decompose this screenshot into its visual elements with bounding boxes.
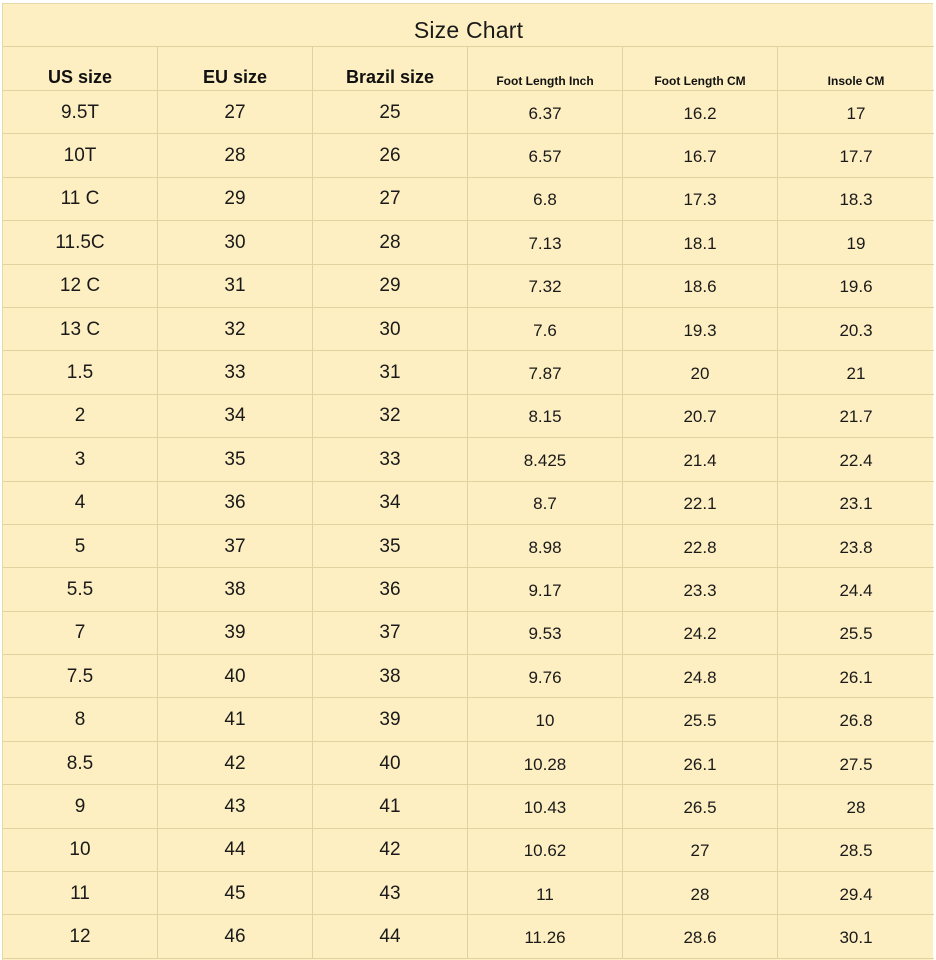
- cell-us-size[interactable]: 12: [3, 915, 158, 957]
- cell-foot-length-inch[interactable]: 7.13: [468, 221, 623, 263]
- table-row: [3, 785, 934, 828]
- cell-brazil-size[interactable]: 25: [313, 91, 468, 133]
- cell-foot-length-cm[interactable]: 25.5: [623, 698, 778, 740]
- table-row: [3, 568, 934, 611]
- cell-eu-size[interactable]: 39: [158, 612, 313, 654]
- table-row: [3, 742, 934, 785]
- cell-us-size[interactable]: 4: [3, 482, 158, 524]
- cell-foot-length-inch[interactable]: 9.17: [468, 568, 623, 610]
- cell-insole-cm[interactable]: 21.7: [839, 407, 873, 427]
- cell-eu-size[interactable]: 30: [158, 221, 313, 263]
- cell-foot-length-inch[interactable]: 6.57: [468, 134, 623, 176]
- cell-foot-length-inch[interactable]: 10.28: [468, 742, 623, 784]
- cell-foot-length-inch[interactable]: 6.8: [468, 178, 623, 220]
- cell-foot-length-cm[interactable]: 18.6: [623, 265, 778, 307]
- cell-foot-length-cm[interactable]: 16.7: [623, 134, 778, 176]
- cell-us-size[interactable]: 11.5C: [3, 221, 158, 263]
- cell-brazil-size[interactable]: 33: [313, 438, 468, 480]
- cell-foot-length-inch[interactable]: 8.425: [468, 438, 623, 480]
- cell-us-size[interactable]: 10T: [3, 134, 158, 176]
- header-eu-size[interactable]: EU size: [158, 47, 313, 90]
- cell-insole-cm[interactable]: 26.8: [839, 711, 873, 731]
- cell-eu-size[interactable]: 33: [158, 351, 313, 393]
- cell-brazil-size[interactable]: 38: [313, 655, 468, 697]
- cell-brazil-size[interactable]: 44: [313, 915, 468, 957]
- cell-foot-length-cm[interactable]: 26.1: [623, 742, 778, 784]
- cell-brazil-size[interactable]: 27: [313, 178, 468, 220]
- cell-foot-length-cm[interactable]: 28: [623, 872, 778, 914]
- cell-foot-length-cm[interactable]: 18.1: [623, 221, 778, 263]
- cell-us-size[interactable]: 10: [3, 829, 158, 871]
- table-row: [3, 134, 934, 177]
- cell-us-size[interactable]: 11: [3, 872, 158, 914]
- cell-foot-length-cm[interactable]: 17.3: [623, 178, 778, 220]
- header-row: [3, 47, 934, 91]
- cell-eu-size[interactable]: 28: [158, 134, 313, 176]
- cell-eu-size[interactable]: 35: [158, 438, 313, 480]
- table-row: [3, 221, 934, 264]
- cell-brazil-size[interactable]: 36: [313, 568, 468, 610]
- cell-brazil-size[interactable]: 39: [313, 698, 468, 740]
- cell-foot-length-inch[interactable]: 8.15: [468, 395, 623, 437]
- table-row: [3, 265, 934, 308]
- cell-foot-length-inch[interactable]: 7.32: [468, 265, 623, 307]
- cell-eu-size[interactable]: 40: [158, 655, 313, 697]
- cell-eu-size[interactable]: 34: [158, 395, 313, 437]
- cell-foot-length-inch[interactable]: 7.6: [468, 308, 623, 350]
- cell-brazil-size[interactable]: 26: [313, 134, 468, 176]
- table-row: [3, 915, 934, 958]
- cell-us-size[interactable]: 8.5: [3, 742, 158, 784]
- cell-foot-length-cm[interactable]: 22.1: [623, 482, 778, 524]
- cell-foot-length-inch[interactable]: 7.87: [468, 351, 623, 393]
- size-chart-sheet: [2, 3, 933, 960]
- cell-us-size[interactable]: 1.5: [3, 351, 158, 393]
- table-row: [3, 655, 934, 698]
- cell-insole-cm[interactable]: 18.3: [839, 190, 873, 210]
- cell-foot-length-cm[interactable]: 22.8: [623, 525, 778, 567]
- cell-insole-cm[interactable]: 23.1: [839, 494, 873, 514]
- cell-foot-length-cm[interactable]: 24.2: [623, 612, 778, 654]
- cell-foot-length-inch[interactable]: 9.53: [468, 612, 623, 654]
- cell-insole-cm[interactable]: 21: [846, 364, 866, 384]
- cell-us-size[interactable]: 2: [3, 395, 158, 437]
- cell-eu-size[interactable]: 29: [158, 178, 313, 220]
- cell-eu-size[interactable]: 42: [158, 742, 313, 784]
- cell-foot-length-inch[interactable]: 11.26: [468, 915, 623, 957]
- cell-brazil-size[interactable]: 43: [313, 872, 468, 914]
- cell-insole-cm[interactable]: 30.1: [839, 928, 873, 948]
- cell-foot-length-inch[interactable]: 10: [468, 698, 623, 740]
- cell-us-size[interactable]: 11 C: [3, 178, 158, 220]
- cell-eu-size[interactable]: 38: [158, 568, 313, 610]
- cell-insole-cm[interactable]: 19: [846, 233, 866, 253]
- cell-eu-size[interactable]: 46: [158, 915, 313, 957]
- cell-us-size[interactable]: 8: [3, 698, 158, 740]
- cell-insole-cm[interactable]: 17: [846, 103, 866, 123]
- cell-brazil-size[interactable]: 29: [313, 265, 468, 307]
- table-row: [3, 482, 934, 525]
- cell-insole-cm[interactable]: 28.5: [839, 841, 873, 861]
- cell-brazil-size[interactable]: 34: [313, 482, 468, 524]
- header-foot-length-inch[interactable]: Foot Length Inch: [468, 47, 623, 90]
- cell-foot-length-cm[interactable]: 27: [623, 829, 778, 871]
- cell-eu-size[interactable]: 43: [158, 785, 313, 827]
- cell-foot-length-inch[interactable]: 6.37: [468, 91, 623, 133]
- cell-foot-length-cm[interactable]: 21.4: [623, 438, 778, 480]
- cell-brazil-size[interactable]: 30: [313, 308, 468, 350]
- table-row: [3, 698, 934, 741]
- cell-brazil-size[interactable]: 31: [313, 351, 468, 393]
- table-row: [3, 829, 934, 872]
- cell-us-size[interactable]: 3: [3, 438, 158, 480]
- table-row: [3, 612, 934, 655]
- cell-brazil-size[interactable]: 35: [313, 525, 468, 567]
- header-insole-cm[interactable]: Insole CM: [827, 73, 885, 88]
- cell-foot-length-cm[interactable]: 23.3: [623, 568, 778, 610]
- cell-foot-length-cm[interactable]: 16.2: [623, 91, 778, 133]
- cell-foot-length-cm[interactable]: 19.3: [623, 308, 778, 350]
- cell-eu-size[interactable]: 32: [158, 308, 313, 350]
- cell-foot-length-inch[interactable]: 10.43: [468, 785, 623, 827]
- cell-eu-size[interactable]: 44: [158, 829, 313, 871]
- cell-foot-length-inch[interactable]: 8.7: [468, 482, 623, 524]
- cell-insole-cm[interactable]: 27.5: [839, 754, 873, 774]
- cell-foot-length-cm[interactable]: 26.5: [623, 785, 778, 827]
- cell-insole-cm[interactable]: 20.3: [839, 320, 873, 340]
- cell-us-size[interactable]: 5.5: [3, 568, 158, 610]
- cell-eu-size[interactable]: 36: [158, 482, 313, 524]
- cell-eu-size[interactable]: 31: [158, 265, 313, 307]
- cell-brazil-size[interactable]: 32: [313, 395, 468, 437]
- cell-us-size[interactable]: 7.5: [3, 655, 158, 697]
- cell-insole-cm[interactable]: 24.4: [839, 580, 873, 600]
- table-row: [3, 308, 934, 351]
- table-row: [3, 178, 934, 221]
- size-chart-title: Size Chart: [413, 16, 524, 43]
- table-row: [3, 351, 934, 394]
- cell-us-size[interactable]: 9.5T: [3, 91, 158, 133]
- cell-foot-length-cm[interactable]: 24.8: [623, 655, 778, 697]
- header-us-size[interactable]: US size: [3, 47, 158, 90]
- cell-brazil-size[interactable]: 42: [313, 829, 468, 871]
- size-table-body: [3, 91, 934, 959]
- table-row: [3, 525, 934, 568]
- cell-us-size[interactable]: 5: [3, 525, 158, 567]
- cell-us-size[interactable]: 9: [3, 785, 158, 827]
- cell-foot-length-cm[interactable]: 28.6: [623, 915, 778, 957]
- cell-brazil-size[interactable]: 41: [313, 785, 468, 827]
- cell-insole-cm[interactable]: 17.7: [839, 147, 873, 167]
- cell-us-size[interactable]: 12 C: [3, 265, 158, 307]
- cell-brazil-size[interactable]: 28: [313, 221, 468, 263]
- cell-foot-length-inch[interactable]: 8.98: [468, 525, 623, 567]
- table-row: [3, 872, 934, 915]
- cell-foot-length-cm[interactable]: 20: [623, 351, 778, 393]
- cell-eu-size[interactable]: 37: [158, 525, 313, 567]
- cell-us-size[interactable]: 13 C: [3, 308, 158, 350]
- cell-brazil-size[interactable]: 40: [313, 742, 468, 784]
- cell-eu-size[interactable]: 41: [158, 698, 313, 740]
- cell-insole-cm[interactable]: 23.8: [839, 537, 873, 557]
- cell-eu-size[interactable]: 45: [158, 872, 313, 914]
- cell-insole-cm[interactable]: 28: [846, 797, 866, 817]
- cell-brazil-size[interactable]: 37: [313, 612, 468, 654]
- table-row: [3, 395, 934, 438]
- cell-foot-length-inch[interactable]: 11: [468, 872, 623, 914]
- cell-foot-length-cm[interactable]: 20.7: [623, 395, 778, 437]
- cell-insole-cm[interactable]: 19.6: [839, 277, 873, 297]
- cell-insole-cm[interactable]: 29.4: [839, 884, 873, 904]
- cell-insole-cm[interactable]: 26.1: [839, 667, 873, 687]
- cell-foot-length-inch[interactable]: 10.62: [468, 829, 623, 871]
- cell-eu-size[interactable]: 27: [158, 91, 313, 133]
- table-row: [3, 438, 934, 481]
- header-foot-length-cm[interactable]: Foot Length CM: [623, 47, 778, 90]
- table-row: [3, 91, 934, 134]
- cell-insole-cm[interactable]: 25.5: [839, 624, 873, 644]
- cell-foot-length-inch[interactable]: 9.76: [468, 655, 623, 697]
- title-row: [3, 4, 934, 47]
- cell-insole-cm[interactable]: 22.4: [839, 450, 873, 470]
- cell-us-size[interactable]: 7: [3, 612, 158, 654]
- header-brazil-size[interactable]: Brazil size: [313, 47, 468, 90]
